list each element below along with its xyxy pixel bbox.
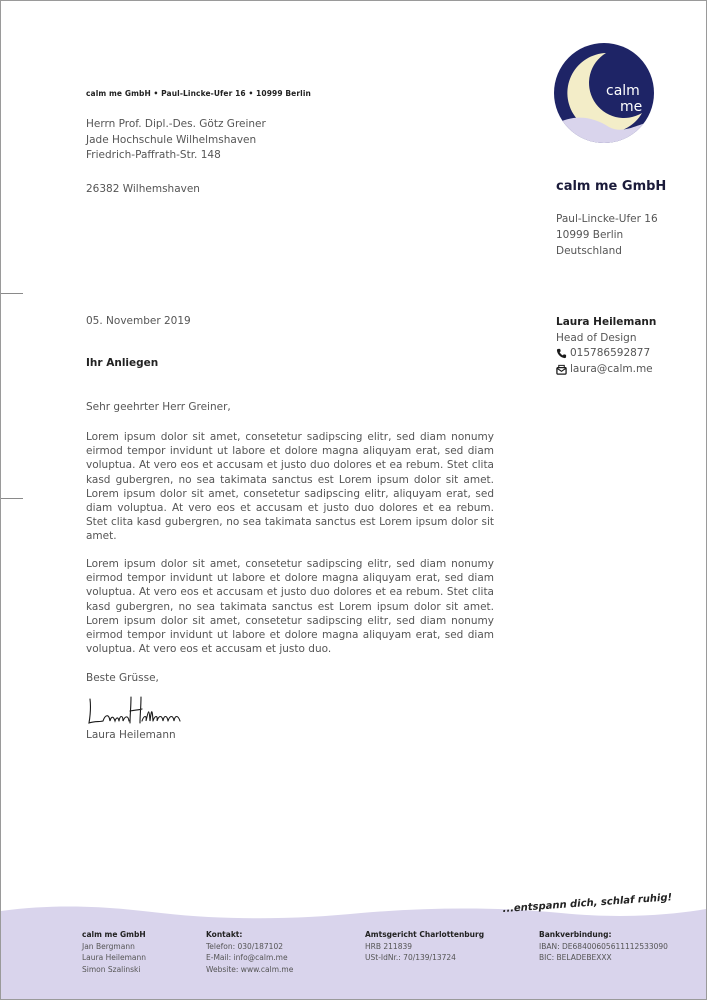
recipient-line: Herrn Prof. Dipl.-Des. Götz Greiner [86, 118, 266, 130]
footer-column-registry [365, 929, 484, 964]
footer-heading: Bankverbindung: [539, 930, 612, 939]
recipient-address [86, 117, 266, 197]
contact-phone: 015786592877 [570, 347, 651, 359]
recipient-line: Jade Hochschule Wilhelmshaven [86, 133, 257, 146]
logo-text-me: me [620, 99, 643, 115]
company-name: calm me GmbH [556, 179, 667, 194]
footer-heading: Kontakt: [206, 930, 243, 939]
footer-column-company [82, 929, 146, 976]
footer-text: HRB 211839 [365, 941, 413, 951]
letter-subject: Ihr Anliegen [86, 357, 159, 369]
recipient-city: 26382 Wilhemshaven [86, 182, 200, 195]
footer-heading: calm me GmbH [82, 930, 146, 939]
footer-tagline: ...entspann dich, schlaf ruhig! [502, 892, 673, 915]
contact-email-line [556, 362, 656, 378]
footer-text: USt-IdNr.: 70/139/13724 [365, 953, 456, 963]
footer-heading: Amtsgericht Charlottenburg [365, 930, 485, 939]
logo-text-calm: calm [606, 83, 640, 99]
signer-name: Laura Heilemann [86, 729, 176, 741]
footer-column-contact [206, 929, 293, 976]
footer-email[interactable]: E-Mail: info@calm.me [206, 953, 288, 963]
contact-role: Head of Design [556, 331, 637, 344]
contact-block [556, 315, 656, 377]
letter-salutation: Sehr geehrter Herr Greiner, [86, 401, 231, 413]
envelope-icon [556, 364, 567, 375]
fold-mark-top [1, 293, 23, 294]
company-country: Deutschland [556, 245, 622, 257]
calm-me-logo [554, 43, 654, 143]
footer-text: Simon Szalinski [82, 965, 141, 975]
company-street: Paul-Lincke-Ufer 16 [556, 213, 658, 225]
phone-icon [556, 348, 567, 359]
footer-text: Jan Bergmann [82, 941, 135, 951]
company-address [556, 211, 658, 259]
footer-website[interactable]: Website: www.calm.me [206, 965, 294, 975]
contact-name: Laura Heilemann [556, 316, 657, 328]
body-paragraph: Lorem ipsum dolor sit amet, consetetur sadipscing elitr, sed diam nonumy eirmod tempor invidunt ut labore et dolore magna aliquyam erat, sed diam voluptua. At vero eos et accusam et justo duo dolores et ea rebum. Stet clita kasd gubergren, no sea takimata sanctus est Lorem ipsum dolor sit amet. Lorem ipsum dolor sit amet, consetetur sadipscing elitr, aliquyam erat, sed diam voluptua. At vero eos et accusam et justo duo dolores et ea rebum. Stet clita kasd gubergren, no sea takimata sanctus est Lorem ipsum dolor sit amet. [86, 431, 494, 543]
footer-iban: IBAN: DE68400605611112533090 [539, 941, 668, 951]
recipient-line: Friedrich-Paffrath-Str. 148 [86, 149, 221, 161]
body-paragraph: Lorem ipsum dolor sit amet, consetetur sadipscing elitr, sed diam nonumy eirmod tempor invidunt ut labore et dolore magna aliquyam erat, sed diam voluptua. At vero eos et accusam et justo duo dolores et ea rebum. Stet clita kasd gubergren, no sea takimata sanctus est Lorem ipsum dolor sit amet. Lorem ipsum dolor sit amet, consetetur sadipscing elitr, sed diam nonumy eirmod tempor invidunt ut labore et dolore magna aliquyam erat, sed diam voluptua. At vero eos et accusam et justo duo. [86, 558, 494, 656]
company-city: 10999 Berlin [556, 229, 624, 241]
footer-text: Laura Heilemann [82, 953, 147, 963]
footer-bic: BIC: BELADEBEXXX [539, 953, 612, 963]
letter-date: 05. November 2019 [86, 315, 191, 327]
handwritten-signature [85, 691, 185, 731]
sender-return-line: calm me GmbH • Paul-Lincke-Ufer 16 • 10999 Berlin [86, 89, 311, 98]
fold-mark-bottom [1, 498, 23, 499]
footer-phone: Telefon: 030/187102 [206, 941, 283, 951]
footer-column-bank [539, 929, 668, 964]
contact-phone-line [556, 346, 656, 362]
contact-email[interactable]: laura@calm.me [570, 362, 653, 375]
letter-closing: Beste Grüsse, [86, 672, 159, 684]
